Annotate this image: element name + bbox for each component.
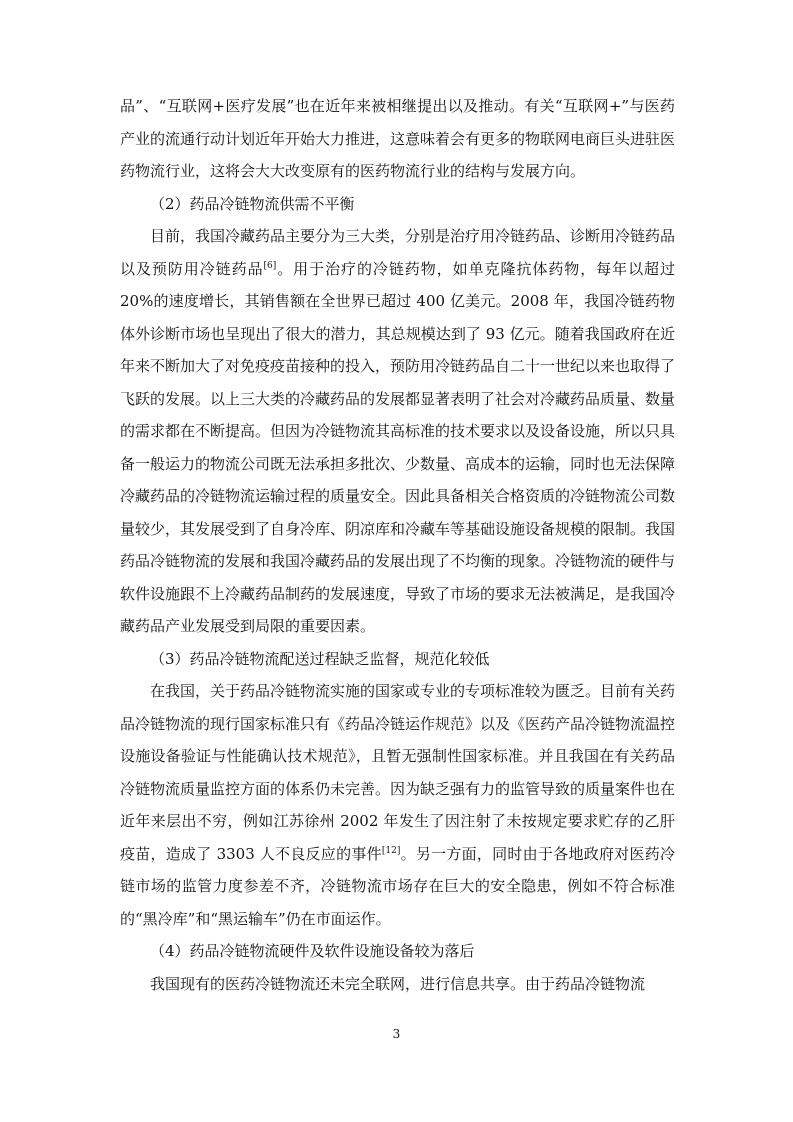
section-heading-2: （2）药品冷链物流供需不平衡 <box>150 194 355 213</box>
citation-marker: [12] <box>381 845 401 856</box>
section-heading-4: （4）药品冷链物流硬件及软件设施设备较为落后 <box>150 942 475 960</box>
paragraph-text: 目前，我国冷藏药品主要分为三大类，分别是治疗用冷链药品、诊断用冷链药品以及预防用冷链药品 <box>120 227 676 278</box>
citation-marker: [6] <box>263 260 277 271</box>
page-number: 3 <box>392 1027 401 1041</box>
paragraph-supervision <box>120 675 675 935</box>
paragraph-supply-demand <box>120 220 675 643</box>
paragraph-text: 在我国，关于药品冷链物流实施的国家或专业的专项标准较为匮乏。目前有关药品冷链物流的现行国家标准只有《药品冷链运作规范》以及《医药产品冷链物流温控设施设备验证与性能确认技术规范》，且暂无强制性国家标准。并且我国在有关药品冷链物流质量监控方面的体系仍未完善。因为缺乏强有力的监管导致的质量案件也在近年来层出不穷，例如江苏徐州 2002 年发生了因注射了未按规定要求贮存的乙肝疫苗，造成了 3303 人不良反应的事件 <box>120 682 676 863</box>
paragraph-text: 。另一方面，同时由于各地政府对医药冷链市场的监管力度参差不齐，冷链物流市场存在巨大的安全隐患，例如不符合标准的“黑冷库”和“黑运输车”仍在市面运作。 <box>120 844 675 928</box>
section-heading-3: （3）药品冷链物流配送过程缺乏监督，规范化较低 <box>150 649 490 668</box>
paragraph-continued: 品”、“互联网+医疗发展”也在近年来被相继提出以及推动。有关“互联网+”与医药产业的流通行动计划近年开始大力推进，这意味着会有更多的物联网电商巨头进驻医药物流行业，这将会大大改变原有的医药物流行业的结构与发展方向。 <box>120 97 676 180</box>
paragraph-text: 。用于治疗的冷链药物，如单克隆抗体药物，每年以超过 20%的速度增长，其销售额在全世界已超过 400 亿美元。2008 年，我国冷链药物体外诊断市场也呈现出了很大的潜力，其总规模达到了 93 亿元。随着我国政府在近年来不断加大了对免疫疫苗接种的投入，预防用冷链药品自二十一世纪以来也取得了飞跃的发展。以上三大类的冷藏药品的发展都显著表明了社会对冷藏药品质量、数量的需求都在不断提高。但因为冷链物流其高标准的技术要求以及设备设施，所以只具备一般运力的物流公司既无法承担多批次、少数量、高成本的运输，同时也无法保障冷藏药品的冷链物流运输过程的质量安全。因此具备相关合格资质的冷链物流公司数量较少，其发展受到了自身冷库、阴凉库和冷藏车等基础设施设备规模的限制。我国药品冷链物流的发展和我国冷藏药品的发展出现了不均衡的现象。冷链物流的硬件与软件设施跟不上冷藏药品制药的发展速度，导致了市场的要求无法被满足，是我国冷藏药品产业发展受到局限的重要因素。 <box>120 259 676 635</box>
page-body <box>120 90 675 1000</box>
paragraph-facilities: 我国现有的医药冷链物流还未完全联网，进行信息共享。由于药品冷链物流 <box>150 974 646 993</box>
